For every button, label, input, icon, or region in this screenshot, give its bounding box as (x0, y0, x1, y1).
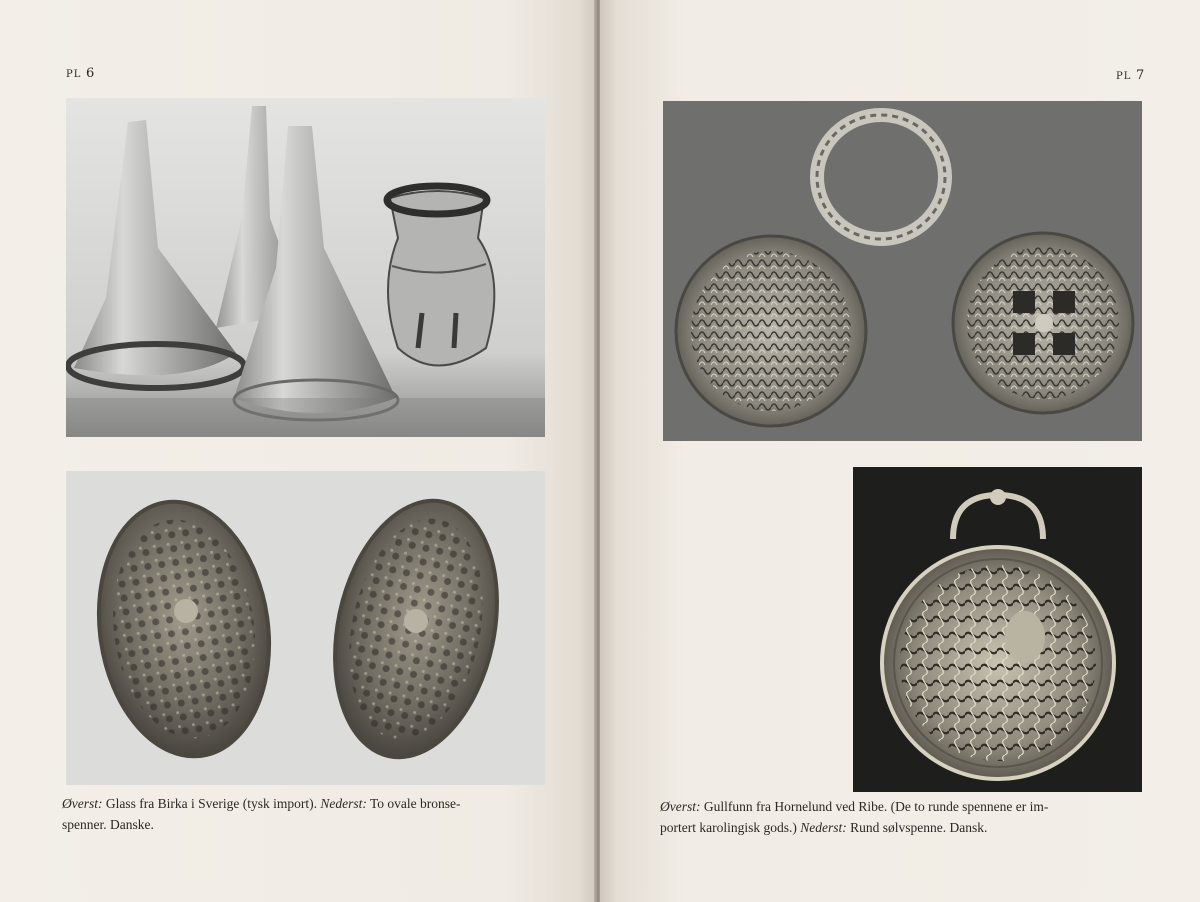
plate-prefix: PL (66, 69, 82, 80)
plate-number: 6 (86, 66, 95, 81)
caption-text-top: Glass fra Birka i Sverige (tysk import). (102, 796, 321, 811)
left-page (0, 0, 596, 902)
caption-left-line-2: spenner. Danske. (62, 817, 154, 832)
photo-oval-brooches (66, 471, 545, 785)
caption-text-line2: portert karolingisk gods.) (660, 820, 801, 835)
caption-text-bottom: Rund sølvspenne. Dansk. (846, 820, 988, 835)
photo-glass-vessels (66, 98, 545, 437)
caption-text-top: Gullfunn fra Hornelund ved Ribe. (De to runde spennene er im- (700, 799, 1049, 814)
plate-number-left (66, 66, 95, 81)
photo-hornelund-gold (663, 101, 1142, 441)
caption-left (62, 793, 552, 835)
right-page (600, 0, 1200, 902)
caption-right (660, 796, 1160, 838)
caption-right-line-1 (660, 796, 1160, 817)
caption-right-line-2 (660, 817, 1160, 838)
plate-number: 7 (1136, 68, 1145, 83)
photo-silver-brooch (853, 467, 1142, 792)
caption-label-top: Øverst: (62, 796, 103, 811)
caption-label-bottom: Nederst: (800, 820, 847, 835)
caption-text-bottom: To ovale bronse- (366, 796, 461, 811)
plate-prefix: PL (1116, 71, 1132, 82)
caption-label-top: Øverst: (660, 799, 701, 814)
caption-left-line-1 (62, 793, 552, 814)
caption-label-bottom: Nederst: (320, 796, 367, 811)
plate-number-right (1116, 68, 1145, 83)
